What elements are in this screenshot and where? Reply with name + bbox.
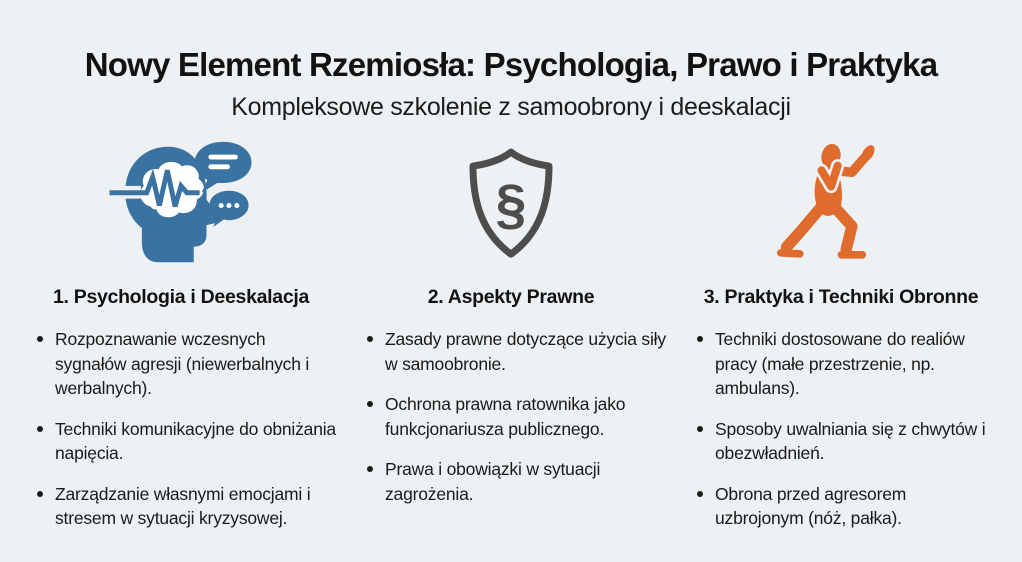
list-item: Techniki dostosowane do realiów pracy (małe przestrzenie, np. ambulans). [694, 327, 996, 401]
list-item: Sposoby uwalniania się z chwytów i obezwładnień. [694, 417, 996, 466]
paragraph-symbol: § [495, 173, 527, 236]
column-practice [676, 136, 1006, 547]
bullet-list-psychology [26, 327, 336, 531]
psychology-head-speech-icon [107, 134, 255, 281]
defense-stance-figure-icon [777, 138, 905, 277]
column-legal [346, 136, 676, 547]
list-item: Ochrona prawna ratownika jako funkcjonariusza publicznego. [364, 392, 666, 441]
list-item: Rozpoznawanie wczesnych sygnałów agresji (niewerbalnych i werbalnych). [34, 327, 336, 401]
list-item: Techniki komunikacyjne do obniżania napięcia. [34, 417, 336, 466]
column-heading-practice: 3. Praktyka i Techniki Obronne [703, 286, 979, 308]
column-heading-psychology: 1. Psychologia i Deeskalacja [52, 286, 310, 308]
legal-shield-paragraph-icon [460, 142, 562, 273]
page-title: Nowy Element Rzemiosła: Psychologia, Prawo i Praktyka [84, 46, 938, 83]
list-item: Zarządzanie własnymi emocjami i stresem w sytuacji kryzysowej. [34, 482, 336, 531]
page-subtitle: Kompleksowe szkolenie z samoobrony i deeskalacji [231, 93, 791, 121]
list-item: Zasady prawne dotyczące użycia siły w samoobronie. [364, 327, 666, 376]
bullet-list-practice [686, 327, 996, 531]
bullet-list-legal [356, 327, 666, 506]
content-columns [16, 136, 1006, 547]
list-item: Obrona przed agresorem uzbrojonym (nóż, pałka). [694, 482, 996, 531]
column-psychology [16, 136, 346, 547]
column-heading-legal: 2. Aspekty Prawne [427, 286, 595, 308]
list-item: Prawa i obowiązki w sytuacji zagrożenia. [364, 457, 666, 506]
